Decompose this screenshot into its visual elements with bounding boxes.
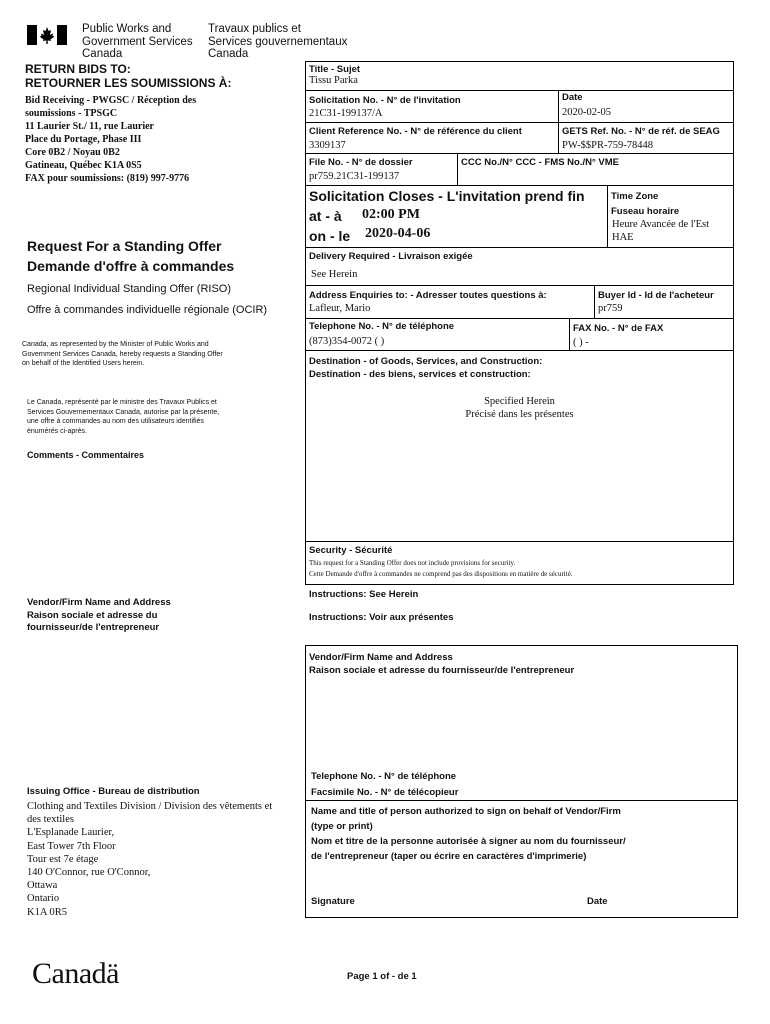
solicitation-number-value: 21C31-199137/A bbox=[309, 108, 383, 119]
page-number: Page 1 of - de 1 bbox=[347, 971, 417, 982]
department-name-fr: Travaux publics et Services gouvernementaux Canada bbox=[208, 23, 348, 60]
fax-value: ( ) - bbox=[573, 337, 589, 348]
title-label: Title - Sujet bbox=[309, 64, 361, 75]
request-paragraph-fr: Le Canada, représenté par le ministre des Travaux Publics et Services Gouvernementaux Canada, autorise par la présente, une offre à commandes au nom des utilisateurs identifiés énumérés ci-après. bbox=[27, 399, 220, 435]
ccc-number-label: CCC No./N° CCC - FMS No./N° VME bbox=[461, 157, 620, 168]
address-enquiries-value: Lafleur, Mario bbox=[309, 303, 371, 314]
telephone-value: (873)354-0072 ( ) bbox=[309, 336, 385, 347]
instructions-fr: Instructions: Voir aux présentes bbox=[309, 612, 454, 623]
department-name-en: Public Works and Government Services Canada bbox=[82, 23, 193, 60]
delivery-required-label: Delivery Required - Livraison exigée bbox=[309, 251, 473, 262]
security-value: This request for a Standing Offer does not include provisions for security. Cette Demande d'offre à commandes ne comprend pas des dispositions en matière de sécurité. bbox=[309, 559, 573, 578]
authorized-signer-label: Name and title of person authorized to sign on behalf of Vendor/Firm (type or print) Nom et titre de la personne autorisée à signer au nom du fournisseur/ de l'entrepreneur (taper ou écrire en caractères d'imprimerie) bbox=[311, 806, 626, 862]
destination-label: Destination - of Goods, Services, and Construction: Destination - des biens, services et construction: bbox=[309, 356, 543, 380]
solicitation-closes-label: Solicitation Closes - L'invitation prend fin bbox=[309, 188, 585, 204]
request-paragraph-en: Canada, as represented by the Minister of Public Works and Government Services Canada, hereby requests a Standing Offer on behalf of the Identified Users herein. bbox=[22, 341, 223, 367]
issuing-office-label: Issuing Office - Bureau de distribution bbox=[27, 786, 200, 797]
canada-wordmark: Canadä bbox=[32, 957, 119, 990]
request-type-en: Regional Individual Standing Offer (RISO) bbox=[27, 283, 232, 295]
signature-field[interactable] bbox=[365, 890, 565, 912]
closes-at-label: at - à bbox=[309, 208, 342, 224]
address-enquiries-label: Address Enquiries to: - Adresser toutes questions à: bbox=[309, 290, 547, 301]
signature-date-label: Date bbox=[587, 896, 608, 907]
delivery-required-value: See Herein bbox=[311, 269, 358, 280]
time-zone-label: Time Zone Fuseau horaire bbox=[611, 191, 680, 217]
vendor-facsimile-label: Facsimile No. - N° de télécopieur bbox=[311, 787, 459, 798]
time-zone-value: Heure Avancée de l'Est HAE bbox=[612, 219, 710, 243]
request-type-fr: Offre à commandes individuelle régionale (OCIR) bbox=[27, 304, 268, 316]
gets-reference-label: GETS Ref. No. - N° de réf. de SEAG bbox=[562, 126, 720, 137]
date-label: Date bbox=[562, 92, 583, 103]
security-label: Security - Sécurité bbox=[309, 545, 393, 556]
client-reference-value: 3309137 bbox=[309, 140, 346, 151]
request-title: Request For a Standing Offer Demande d'offre à commandes bbox=[27, 238, 235, 274]
return-bids-title: RETURN BIDS TO: RETOURNER LES SOUMISSIONS À: bbox=[25, 62, 232, 90]
solicitation-number-label: Solicitation No. - N° de l'invitation bbox=[309, 95, 461, 106]
vendor-telephone-label: Telephone No. - N° de téléphone bbox=[311, 771, 457, 782]
closes-on-value: 2020-04-06 bbox=[365, 226, 431, 241]
vendor-left-label: Vendor/Firm Name and Address Raison sociale et adresse du fournisseur/de l'entrepreneur bbox=[27, 597, 171, 633]
client-reference-label: Client Reference No. - N° de référence du client bbox=[309, 126, 522, 137]
return-bids-address: Bid Receiving - PWGSC / Réception des soumissions - TPSGC 11 Laurier St./ 11, rue Laurier Place du Portage, Phase III Core 0B2 / Noyau 0B2 Gatineau, Québec K1A 0S5 FAX pour soumissions: (819) 997-9776 bbox=[25, 95, 197, 184]
vendor-name-address-field[interactable] bbox=[309, 680, 734, 764]
vendor-name-address-label: Vendor/Firm Name and Address Raison sociale et adresse du fournisseur/de l'entrepreneur bbox=[309, 652, 575, 676]
closes-on-label: on - le bbox=[309, 228, 351, 244]
telephone-label: Telephone No. - N° de téléphone bbox=[309, 321, 455, 332]
canada-flag-icon bbox=[27, 25, 67, 45]
file-number-label: File No. - N° de dossier bbox=[309, 157, 413, 168]
signature-label: Signature bbox=[311, 896, 355, 907]
buyer-id-value: pr759 bbox=[598, 303, 623, 314]
destination-value: Specified Herein Précisé dans les présentes bbox=[465, 396, 574, 420]
title-value: Tissu Parka bbox=[309, 75, 358, 86]
instructions-en: Instructions: See Herein bbox=[309, 589, 419, 600]
issuing-office-address: Clothing and Textiles Division / Division des vêtements et des textiles L'Esplanade Laurier, East Tower 7th Floor Tour est 7e étage 140 O'Connor, rue O'Connor, Ottawa Ontario K1A 0R5 bbox=[27, 801, 273, 918]
comments-label: Comments - Commentaires bbox=[27, 450, 145, 460]
file-number-value: pr759.21C31-199137 bbox=[309, 171, 400, 182]
closes-at-value: 02:00 PM bbox=[362, 207, 420, 222]
fax-label: FAX No. - N° de FAX bbox=[573, 323, 664, 334]
date-value: 2020-02-05 bbox=[562, 107, 611, 118]
gets-reference-value: PW-$$PR-759-78448 bbox=[562, 140, 654, 151]
buyer-id-label: Buyer Id - Id de l'acheteur bbox=[598, 290, 714, 301]
